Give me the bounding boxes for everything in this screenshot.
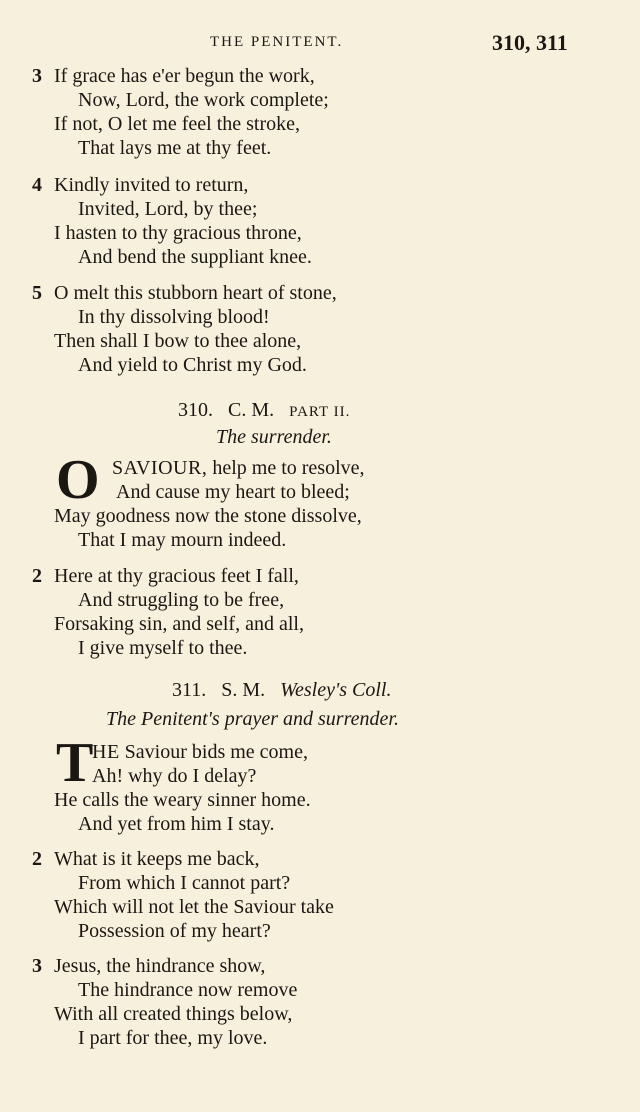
hymn-meter: S. M. [221, 679, 266, 701]
verse-line: The hindrance now remove [78, 979, 298, 1001]
verse-line: With all created things below, [54, 1003, 293, 1025]
hymn-number: 310. [178, 399, 213, 421]
first-word: HE [92, 741, 120, 763]
drop-cap: O [56, 449, 100, 511]
stanza-number: 3 [32, 955, 42, 977]
hymn-meter: C. M. [228, 399, 275, 421]
verse-line: If not, O let me feel the stroke, [54, 113, 301, 135]
verse-line: Which will not let the Saviour take [54, 896, 334, 918]
verse-text: help me to resolve, [207, 457, 365, 479]
verse-line: Jesus, the hindrance show, [54, 955, 266, 977]
verse-line: And yield to Christ my God. [78, 354, 307, 376]
verse-line: That I may mourn indeed. [78, 529, 287, 551]
verse-line: What is it keeps me back, [54, 848, 260, 870]
verse-line: I give myself to thee. [78, 637, 248, 659]
verse-line: Invited, Lord, by thee; [78, 198, 258, 220]
verse-line: I part for thee, my love. [78, 1027, 268, 1049]
verse-line: Kindly invited to return, [54, 174, 249, 196]
verse-line: Now, Lord, the work complete; [78, 89, 329, 111]
verse-line: From which I cannot part? [78, 872, 291, 894]
verse-line: If grace has e'er begun the work, [54, 65, 315, 87]
verse-line: And bend the suppliant knee. [78, 246, 312, 268]
stanza-number: 2 [32, 565, 42, 587]
hymn-title: The surrender. [216, 426, 332, 448]
stanza-number: 4 [32, 174, 42, 196]
stanza-number: 2 [32, 848, 42, 870]
hymn-author: Wesley's Coll. [280, 679, 392, 701]
hymn-heading [172, 678, 391, 702]
first-word: SAVIOUR, [112, 457, 208, 479]
stanza-number: 5 [32, 282, 42, 304]
verse-line: In thy dissolving blood! [78, 306, 270, 328]
verse-text: Saviour bids me come, [119, 741, 308, 763]
drop-cap: T [56, 732, 94, 794]
hymn-heading [178, 398, 350, 424]
running-head: THE PENITENT. [210, 34, 344, 50]
hymn-number: 311. [172, 679, 207, 701]
verse-line: That lays me at thy feet. [78, 137, 272, 159]
verse-line: I hasten to thy gracious throne, [54, 222, 302, 244]
stanza-number: 3 [32, 65, 42, 87]
verse-line: Ah! why do I delay? [92, 765, 257, 787]
verse-line: Then shall I bow to thee alone, [54, 330, 302, 352]
page-number: 310, 311 [492, 30, 568, 55]
verse-line [92, 740, 308, 764]
verse-line: And cause my heart to bleed; [116, 481, 350, 503]
verse-line: Forsaking sin, and self, and all, [54, 613, 304, 635]
verse-line: May goodness now the stone dissolve, [54, 505, 362, 527]
verse-line: Here at thy gracious feet I fall, [54, 565, 299, 587]
hymn-part: PART II. [289, 404, 351, 420]
hymn-title: The Penitent's prayer and surrender. [106, 708, 399, 730]
verse-line: Possession of my heart? [78, 920, 271, 942]
verse-line: And yet from him I stay. [78, 813, 275, 835]
verse-line [112, 456, 365, 480]
verse-line: O melt this stubborn heart of stone, [54, 282, 337, 304]
verse-line: And struggling to be free, [78, 589, 285, 611]
verse-line: He calls the weary sinner home. [54, 789, 311, 811]
